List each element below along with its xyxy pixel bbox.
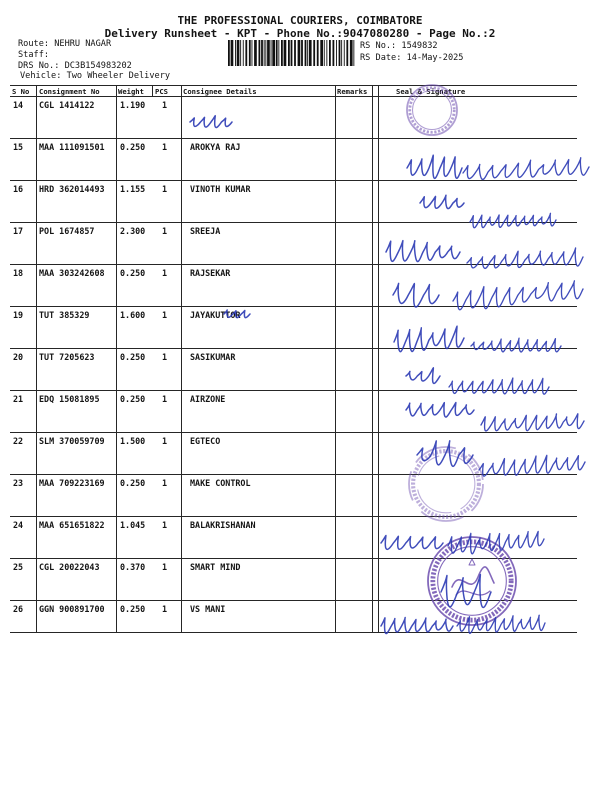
cell-pcs: 1 (162, 226, 168, 236)
cell-weight: 2.300 (120, 226, 146, 236)
cell-pcs: 1 (162, 268, 168, 278)
cell-sno: 18 (13, 268, 24, 278)
cell-weight: 0.370 (120, 562, 146, 572)
table-row (0, 348, 600, 390)
table-row (0, 432, 600, 474)
cell-pcs: 1 (162, 478, 168, 488)
cell-consignment: CGL 1414122 (39, 100, 95, 110)
cell-consignee: VS MANI (190, 604, 226, 614)
table-row (0, 264, 600, 306)
cell-weight: 0.250 (120, 352, 146, 362)
table-row (0, 138, 600, 180)
cell-consignee: AROKYA RAJ (190, 142, 241, 152)
table-row (0, 600, 600, 642)
staff-label: Staff: (18, 50, 50, 60)
cell-consignment: CGL 20022043 (39, 562, 100, 572)
table-row (0, 516, 600, 558)
cell-consignee: SASIKUMAR (190, 352, 236, 362)
cell-consignment: SLM 370059709 (39, 436, 105, 446)
rs-date: RS Date: 14-May-2025 (360, 53, 464, 63)
column-header-weight: Weight (118, 87, 144, 96)
cell-pcs: 1 (162, 310, 168, 320)
cell-consignee: EGTECO (190, 436, 221, 446)
cell-consignment: MAA 651651822 (39, 520, 105, 530)
column-header-pcs: PCS (155, 87, 168, 96)
cell-weight: 1.190 (120, 100, 146, 110)
grid-line-horizontal (10, 85, 577, 86)
cell-weight: 0.250 (120, 268, 146, 278)
column-header-signature: Seal & Signature (396, 87, 466, 96)
cell-weight: 1.045 (120, 520, 146, 530)
cell-consignment: HRD 362014493 (39, 184, 105, 194)
cell-sno: 22 (13, 436, 24, 446)
cell-consignment: MAA 111091501 (39, 142, 105, 152)
cell-consignee: RAJSEKAR (190, 268, 231, 278)
cell-consignment: TUT 385329 (39, 310, 90, 320)
vehicle-label: Vehicle: Two Wheeler Delivery (20, 71, 171, 81)
cell-pcs: 1 (162, 394, 168, 404)
cell-weight: 1.155 (120, 184, 146, 194)
cell-sno: 26 (13, 604, 24, 614)
cell-sno: 19 (13, 310, 24, 320)
cell-pcs: 1 (162, 436, 168, 446)
cell-consignment: MAA 303242608 (39, 268, 105, 278)
cell-pcs: 1 (162, 100, 168, 110)
cell-consignment: POL 1674857 (39, 226, 95, 236)
cell-sno: 23 (13, 478, 24, 488)
cell-weight: 1.500 (120, 436, 146, 446)
cell-consignee: VINOTH KUMAR (190, 184, 251, 194)
runsheet-subtitle: Delivery Runsheet - KPT - Phone No.:9047080280 - Page No.:2 (104, 27, 496, 40)
cell-consignee: AIRZONE (190, 394, 226, 404)
cell-sno: 25 (13, 562, 24, 572)
cell-pcs: 1 (162, 520, 168, 530)
cell-consignment: GGN 900891700 (39, 604, 105, 614)
rs-number: RS No.: 1549832 (360, 41, 438, 51)
table-row (0, 558, 600, 600)
cell-consignment: MAA 709223169 (39, 478, 105, 488)
cell-consignee: MAKE CONTROL (190, 478, 251, 488)
cell-weight: 0.250 (120, 394, 146, 404)
cell-consignment: TUT 7205623 (39, 352, 95, 362)
cell-pcs: 1 (162, 604, 168, 614)
cell-sno: 14 (13, 100, 24, 110)
table-row (0, 222, 600, 264)
cell-consignee: JAYAKUTTOR (190, 310, 241, 320)
cell-sno: 24 (13, 520, 24, 530)
table-row (0, 474, 600, 516)
cell-weight: 0.250 (120, 604, 146, 614)
cell-weight: 0.250 (120, 478, 146, 488)
cell-consignment: EDQ 15081895 (39, 394, 100, 404)
table-row (0, 306, 600, 348)
table-row (0, 180, 600, 222)
cell-sno: 15 (13, 142, 24, 152)
cell-sno: 20 (13, 352, 24, 362)
route-label: Route: NEHRU NAGAR (18, 39, 112, 49)
cell-pcs: 1 (162, 184, 168, 194)
cell-sno: 17 (13, 226, 24, 236)
cell-weight: 1.600 (120, 310, 146, 320)
cell-consignee: SREEJA (190, 226, 221, 236)
cell-weight: 0.250 (120, 142, 146, 152)
table-row (0, 390, 600, 432)
column-header-consignee: Consignee Details (183, 87, 257, 96)
cell-sno: 21 (13, 394, 24, 404)
cell-sno: 16 (13, 184, 24, 194)
cell-pcs: 1 (162, 562, 168, 572)
cell-pcs: 1 (162, 352, 168, 362)
column-header-sno: S No (12, 87, 30, 96)
column-header-consignment: Consignment No (39, 87, 100, 96)
column-header-remarks: Remarks (337, 87, 368, 96)
cell-pcs: 1 (162, 142, 168, 152)
cell-consignee: BALAKRISHANAN (190, 520, 256, 530)
cell-consignee: SMART MIND (190, 562, 241, 572)
drs-number: DRS No.: DC3B154983202 (18, 61, 132, 71)
table-row (0, 96, 600, 138)
company-title: THE PROFESSIONAL COURIERS, COIMBATORE (177, 14, 423, 27)
